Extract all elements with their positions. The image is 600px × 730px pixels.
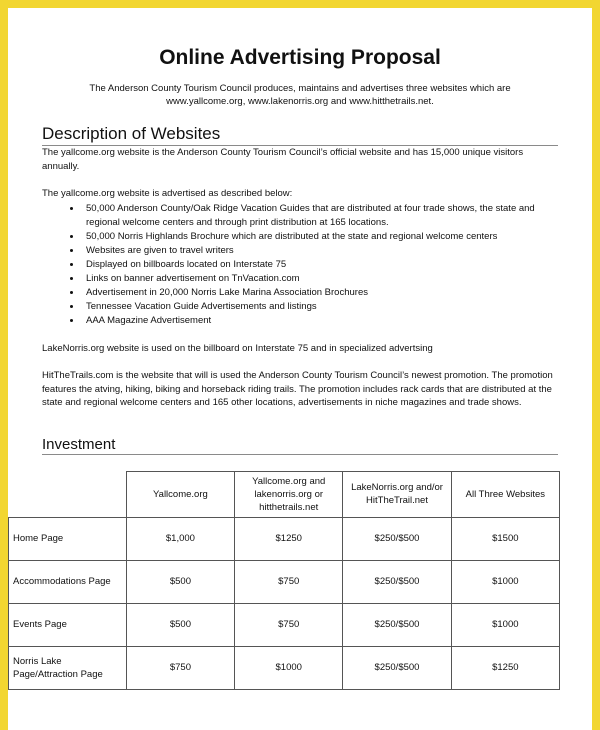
list-item: • AAA Magazine Advertisement [82, 314, 558, 328]
table-header-row [9, 471, 560, 517]
list-item: • 50,000 Norris Highlands Brochure which are distributed at the state and regional welcome centers [82, 230, 558, 244]
table-cell: $1000 [235, 646, 343, 689]
table-cell: $500 [126, 560, 234, 603]
advertising-list [42, 202, 558, 328]
table-cell: $750 [126, 646, 234, 689]
list-item: • Links on banner advertisement on TnVacation.com [82, 272, 558, 286]
table-row-label: Norris Lake Page/Attraction Page [9, 646, 127, 689]
table-row-label: Events Page [9, 603, 127, 646]
table-cell: $500 [126, 603, 234, 646]
paragraph-hitthetrails: HitTheTrails.com is the website that will is used the Anderson County Tourism Council’s newest promotion. The promotion features the atving, hiking, biking and horseback riding trails. The promotion includes rack cards that are distributed at the state and regional welcome centers and 165 other locations, advertisements in niche magazines and trade shows. [42, 370, 553, 408]
section-heading-description: Description of Websites [42, 124, 558, 146]
list-item: • Advertisement in 20,000 Norris Lake Marina Association Brochures [82, 286, 558, 300]
paragraph-visitors: The yallcome.org website is the Anderson County Tourism Council’s official website and has 15,000 unique visitors annually. [42, 147, 524, 172]
table-cell: $1500 [451, 517, 559, 560]
document-page [8, 8, 592, 730]
table-cell: $1250 [451, 646, 559, 689]
table-column-header: All Three Websites [451, 471, 559, 517]
table-cell: $1,000 [126, 517, 234, 560]
intro-text [42, 82, 558, 108]
table-row [9, 603, 560, 646]
table-corner-cell [9, 471, 127, 517]
table-row [9, 646, 560, 689]
investment-table [8, 471, 560, 690]
table-row-label: Home Page [9, 517, 127, 560]
paragraph-advertised: The yallcome.org website is advertised as described below: [42, 188, 293, 199]
list-item: • Displayed on billboards located on Interstate 75 [82, 258, 558, 272]
table-column-header: Yallcome.org and lakenorris.org or hitthetrails.net [235, 471, 343, 517]
list-item: • Websites are given to travel writers [82, 244, 558, 258]
table-cell: $250/$500 [343, 603, 451, 646]
table-cell: $1250 [235, 517, 343, 560]
list-item: • 50,000 Anderson County/Oak Ridge Vacation Guides that are distributed at four trade shows, the state and regional welcome centers and through print distribution at 165 locations. [82, 202, 558, 230]
table-cell: $750 [235, 560, 343, 603]
table-cell: $750 [235, 603, 343, 646]
table-column-header: LakeNorris.org and/or HitTheTrail.net [343, 471, 451, 517]
table-cell: $1000 [451, 603, 559, 646]
document-title: Online Advertising Proposal [159, 46, 441, 69]
intro-line-2: www.yallcome.org, www.lakenorris.org and www.hitthetrails.net. [166, 96, 434, 107]
section-heading-investment: Investment [42, 436, 558, 455]
table-row [9, 560, 560, 603]
table-cell: $250/$500 [343, 560, 451, 603]
table-cell: $250/$500 [343, 517, 451, 560]
table-row-label: Accommodations Page [9, 560, 127, 603]
table-row [9, 517, 560, 560]
table-cell: $1000 [451, 560, 559, 603]
list-item: • Tennessee Vacation Guide Advertisements and listings [82, 300, 558, 314]
table-cell: $250/$500 [343, 646, 451, 689]
table-column-header: Yallcome.org [126, 471, 234, 517]
paragraph-lakenorris: LakeNorris.org website is used on the billboard on Interstate 75 and in specialized advertsing [42, 342, 433, 354]
intro-line-1: The Anderson County Tourism Council produces, maintains and advertises three websites which are [89, 83, 511, 94]
